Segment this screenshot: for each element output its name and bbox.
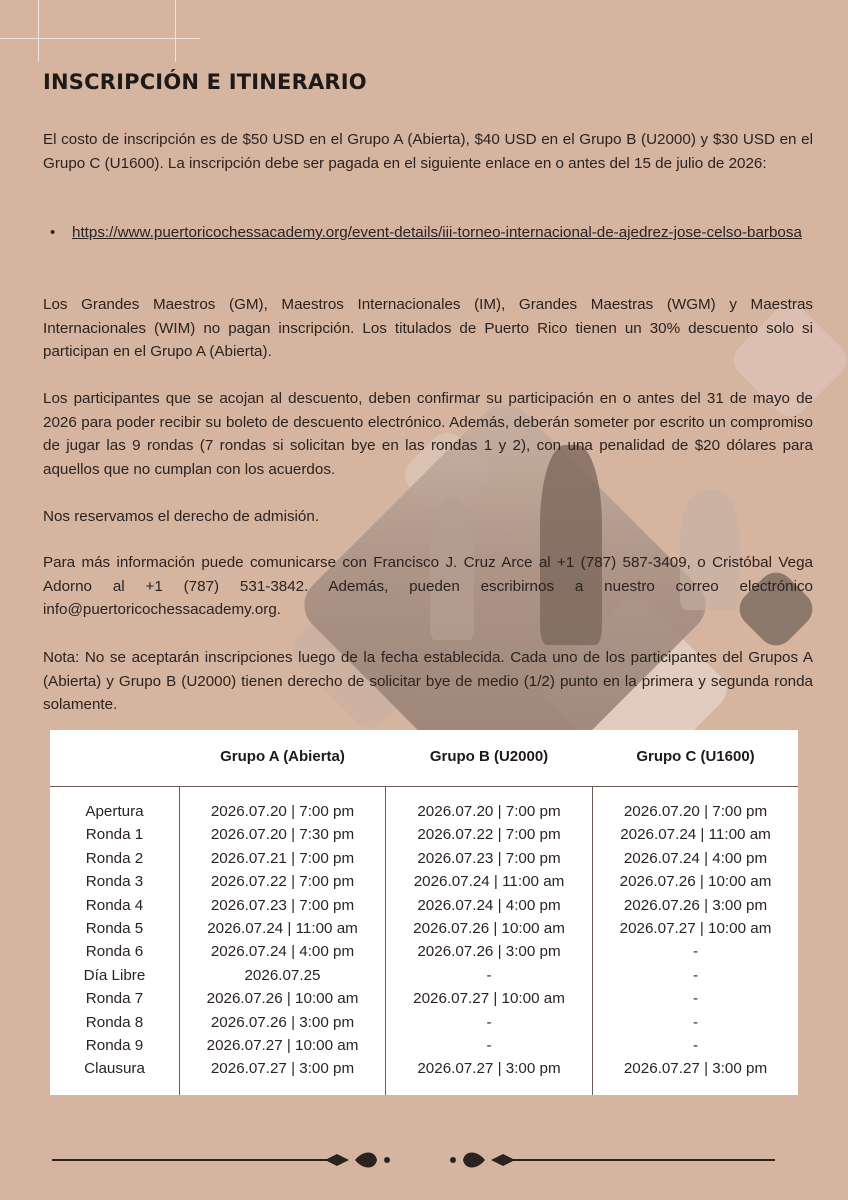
round-label-cell: Ronda 3 bbox=[85, 873, 144, 891]
contact-paragraph: Para más información puede comunicarse con Francisco J. Cruz Arce al +1 (787) 587-3409, o Cristóbal Vega Adorno al +1 (787) 531-3842. Además, pueden escribirnos a nuestro correo electrónico info@puertoricochessacademy.org. bbox=[43, 554, 813, 618]
group-a-cell: 2026.07.26 | 3:00 pm bbox=[210, 1013, 355, 1031]
group-b-cell: - bbox=[486, 1037, 492, 1055]
bullet-icon: • bbox=[50, 224, 56, 241]
group-b-cell: 2026.07.20 | 7:00 pm bbox=[417, 803, 561, 820]
group-c-cell: - bbox=[692, 943, 699, 961]
round-label-cell: Ronda 8 bbox=[85, 1013, 144, 1031]
registration-link[interactable]: https://www.puertoricochessacademy.org/event-details/iii-torneo-internacional-de-ajedrez-jose-celso-barbosa bbox=[72, 224, 802, 241]
round-label-cell: Ronda 1 bbox=[85, 826, 144, 844]
footer-ornament-icon bbox=[315, 1148, 535, 1172]
group-b-cell: 2026.07.22 | 7:00 pm bbox=[417, 826, 561, 844]
titled-players-paragraph: Los Grandes Maestros (GM), Maestros Internacionales (IM), Grandes Maestras (WGM) y Maestras Internacionales (WIM) no pagan inscripción. Los titulados de Puerto Rico tienen un 30% descuento solo si participan en el Grupo A (Abierta). bbox=[43, 296, 813, 360]
group-c-cell: - bbox=[692, 966, 699, 984]
round-label-cell: Ronda 7 bbox=[85, 990, 144, 1008]
group-a-cell: 2026.07.23 | 7:00 pm bbox=[210, 896, 355, 914]
group-c-cell: - bbox=[692, 990, 699, 1008]
header-group-b: Grupo B (U2000) bbox=[429, 748, 549, 765]
group-b-cell: 2026.07.24 | 11:00 am bbox=[413, 873, 565, 891]
group-a-cell: 2026.07.24 | 11:00 am bbox=[207, 920, 358, 938]
schedule-table bbox=[50, 730, 798, 1095]
round-label-cell: Clausura bbox=[84, 1060, 145, 1078]
round-label-cell: Día Libre bbox=[83, 966, 146, 984]
group-a-cell: 2026.07.21 | 7:00 pm bbox=[210, 849, 355, 867]
page-title: INSCRIPCIÓN E ITINERARIO bbox=[43, 70, 367, 94]
group-a-cell: 2026.07.26 | 10:00 am bbox=[206, 990, 359, 1008]
group-b-cell: - bbox=[486, 1013, 492, 1031]
table-header-divider bbox=[50, 786, 798, 787]
round-label-cell: Ronda 6 bbox=[85, 943, 144, 961]
group-a-cell: 2026.07.25 bbox=[244, 966, 321, 984]
group-b-cell: 2026.07.26 | 3:00 pm bbox=[417, 943, 561, 961]
admission-paragraph: Nos reservamos el derecho de admisión. bbox=[43, 508, 320, 525]
corner-decoration-horizontal bbox=[0, 38, 200, 39]
round-label-cell: Ronda 5 bbox=[85, 920, 144, 938]
group-c-cell: 2026.07.26 | 10:00 am bbox=[619, 873, 772, 891]
discount-paragraph: Los participantes que se acojan al descuento, deben confirmar su participación en o antes del 31 de mayo de 2026 para poder recibir su boleto de descuento electrónico. Además, deberán someter por escrito un compromiso de jugar las 9 rondas (7 rondas si solicitan bye en las rondas 1 y 2), con una penalidad de $20 dólares para aquellos que no cumplan con los acuerdos. bbox=[43, 390, 813, 478]
round-label-cell: Ronda 9 bbox=[85, 1037, 144, 1055]
group-c-cell: 2026.07.20 | 7:00 pm bbox=[623, 803, 768, 820]
group-b-cell: 2026.07.26 | 10:00 am bbox=[413, 920, 565, 938]
group-c-cell: - bbox=[692, 1037, 699, 1055]
round-label-cell: Ronda 2 bbox=[85, 849, 144, 867]
fees-paragraph: El costo de inscripción es de $50 USD en el Grupo A (Abierta), $40 USD en el Grupo B (U2000) y $30 USD en el Grupo C (U1600). La inscripción debe ser pagada en el siguiente enlace en o antes del 15 de julio de 2026: bbox=[43, 131, 813, 172]
header-group-a: Grupo A (Abierta) bbox=[220, 748, 345, 765]
group-c-cell: 2026.07.24 | 11:00 am bbox=[620, 826, 771, 844]
group-a-cell: 2026.07.22 | 7:00 pm bbox=[210, 873, 355, 891]
table-header-row bbox=[50, 730, 798, 786]
group-c-cell: 2026.07.24 | 4:00 pm bbox=[623, 849, 768, 867]
footer-divider-right bbox=[505, 1159, 775, 1161]
group-c-cell: 2026.07.27 | 3:00 pm bbox=[623, 1060, 768, 1078]
group-c-column bbox=[593, 800, 798, 1081]
header-group-c: Grupo C (U1600) bbox=[636, 748, 755, 765]
corner-decoration-vertical-1 bbox=[38, 0, 39, 62]
group-a-cell: 2026.07.20 | 7:30 pm bbox=[210, 826, 355, 844]
round-label-cell: Apertura bbox=[85, 803, 144, 820]
group-a-cell: 2026.07.27 | 3:00 pm bbox=[210, 1060, 355, 1078]
group-b-cell: 2026.07.23 | 7:00 pm bbox=[417, 849, 561, 867]
group-b-cell: 2026.07.24 | 4:00 pm bbox=[417, 896, 561, 914]
group-a-cell: 2026.07.20 | 7:00 pm bbox=[210, 803, 355, 820]
footer-divider-left bbox=[52, 1159, 342, 1161]
group-c-cell: - bbox=[692, 1013, 699, 1031]
group-a-cell: 2026.07.27 | 10:00 am bbox=[206, 1037, 359, 1055]
group-a-cell: 2026.07.24 | 4:00 pm bbox=[210, 943, 355, 961]
round-label-cell: Ronda 4 bbox=[85, 896, 144, 914]
group-b-cell: 2026.07.27 | 3:00 pm bbox=[417, 1060, 561, 1078]
group-b-cell: 2026.07.27 | 10:00 am bbox=[413, 990, 565, 1008]
round-labels-column bbox=[50, 800, 179, 1081]
group-a-column bbox=[180, 800, 385, 1081]
group-c-cell: 2026.07.26 | 3:00 pm bbox=[623, 896, 768, 914]
group-b-cell: - bbox=[486, 966, 492, 984]
note-paragraph: Nota: No se aceptarán inscripciones luego de la fecha establecida. Cada uno de los participantes del Grupos A (Abierta) y Grupo B (U2000) tienen derecho de solicitar bye de medio (1/2) punto en la primera y segunda ronda solamente. bbox=[43, 649, 813, 713]
group-b-column bbox=[386, 800, 592, 1081]
corner-decoration-vertical-2 bbox=[175, 0, 176, 62]
group-c-cell: 2026.07.27 | 10:00 am bbox=[619, 920, 772, 938]
registration-link-item bbox=[72, 221, 812, 245]
